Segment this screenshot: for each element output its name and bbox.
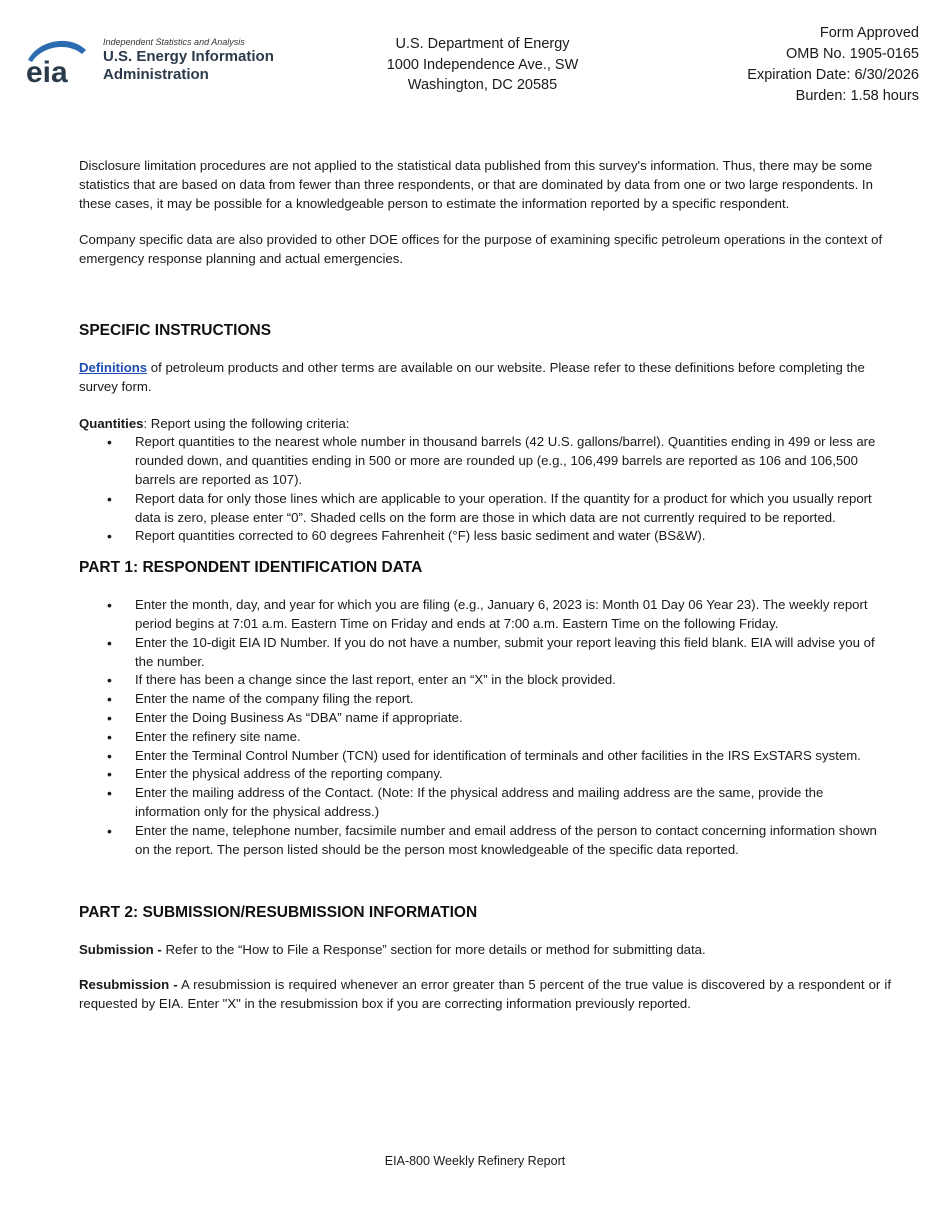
part1-heading: PART 1: RESPONDENT IDENTIFICATION DATA [79,559,423,577]
submission-label: Submission - [79,942,162,958]
quantities-label: Quantities [79,415,144,431]
omb-number: OMB No. 1905-0165 [786,46,919,62]
page-footer: EIA-800 Weekly Refinery Report [384,1154,566,1168]
department-street: 1000 Independence Ave., SW [386,56,579,73]
logo-name-line1: U.S. Energy Information [103,48,274,65]
list-item: • Enter the Terminal Control Number (TCN) used for identification of terminals and other facilities in the IRS ExSTARS system. [79,747,891,766]
eia-logo-mark-icon [24,36,100,88]
logo-tagline: Independent Statistics and Analysis [103,37,245,47]
list-item: • Enter the Doing Business As “DBA” name if appropriate. [79,709,891,728]
resubmission-label: Resubmission - [79,977,178,993]
definitions-text: of petroleum products and other terms are available on our website. Please refer to these definitions before completing the survey form. [79,359,865,394]
resubmission-text: A resubmission is required whenever an error greater than 5 percent of the true value is discovered by a respondent or if requested by EIA. Enter "X" in the resubmission box if you are correcting information previously reported. [79,977,891,1011]
list-item: • Enter the physical address of the reporting company. [79,765,891,784]
submission-paragraph [79,941,891,960]
resubmission-paragraph [79,976,891,1014]
specific-instructions-heading: SPECIFIC INSTRUCTIONS [79,321,272,339]
list-item: • Report quantities corrected to 60 degrees Fahrenheit (°F) less basic sediment and water (BS&W). [79,527,891,546]
omb-block [747,23,919,107]
list-item: • Report data for only those lines which are applicable to your operation. If the quantity for a product for which you usually report data is zero, please enter “0”. Shaded cells on the form are those in which data are not currently required to be reported. [79,490,891,528]
list-item: • Enter the name, telephone number, facsimile number and email address of the person to contact concerning information shown on the report. The person listed should be the person most knowledgeable of the specific data reported. [79,822,891,860]
department-address [360,34,605,96]
list-item: • Enter the 10-digit EIA ID Number. If you do not have a number, submit your report leaving this field blank. EIA will advise you of the number. [79,634,891,672]
disclosure-paragraph-2: Company specific data are also provided to other DOE offices for the purpose of examining specific petroleum operations in the context of emergency response planning and actual emergencies. [79,232,883,267]
list-item: • Enter the refinery site name. [79,728,891,747]
list-item: • Report quantities to the nearest whole number in thousand barrels (42 U.S. gallons/barrel). Quantities ending in 499 or less are rounded down, and quantities ending in 500 or more are rounded up (e.g., 106,499 barrels are reported as 106 and 106,500 barrels are reported as 107). [79,433,891,489]
eia-logo [24,36,294,88]
list-item: • Enter the month, day, and year for which you are filing (e.g., January 6, 2023 is: Month 01 Day 06 Year 23). The weekly report period begins at 7:01 a.m. Eastern Time on Friday and ends at 7:00 a.m. Eastern Time on the following Friday. [79,596,891,634]
department-name: U.S. Department of Energy [395,36,570,52]
definitions-link[interactable]: Definitions [79,359,148,375]
burden: Burden: 1.58 hours [795,88,919,104]
department-city: Washington, DC 20585 [407,77,558,93]
submission-text: Refer to the “How to File a Response” section for more details or method for submitting data. [161,942,706,958]
part1-list [79,596,891,859]
list-item: • Enter the name of the company filing the report. [79,690,891,709]
definitions-paragraph [79,359,891,397]
list-item: • Enter the mailing address of the Contact. (Note: If the physical address and mailing address are the same, provide the information only for the physical address.) [79,784,891,822]
form-approved: Form Approved [819,25,919,41]
logo-mark-text: eia [26,56,68,88]
disclosure-paragraph-1: Disclosure limitation procedures are not applied to the statistical data published from this survey's information. Thus, there may be some statistics that are based on data from fewer than three respondents, or that are dominated by data from one or two large respondents. In these cases, it may be possible for a knowledgeable person to estimate the information reported by a specific respondent. [79,158,873,211]
quantities-paragraph [79,415,891,434]
logo-name-line2: Administration [103,66,209,83]
quantities-text: : Report using the following criteria: [143,415,350,431]
expiration-date: Expiration Date: 6/30/2026 [747,67,919,83]
part2-heading: PART 2: SUBMISSION/RESUBMISSION INFORMATION [79,904,478,922]
quantities-list [79,433,891,546]
main-content [79,157,891,1014]
list-item: • If there has been a change since the last report, enter an “X” in the block provided. [79,671,891,690]
